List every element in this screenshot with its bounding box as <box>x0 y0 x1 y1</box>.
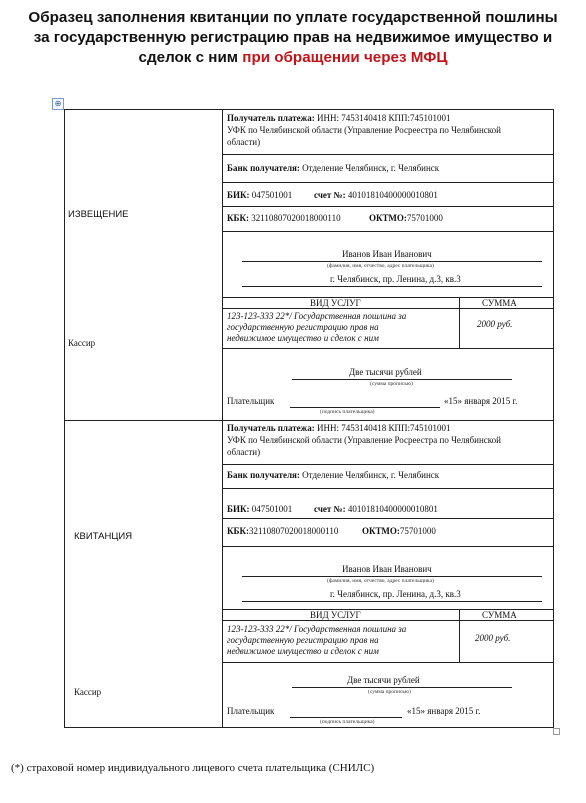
receipt-cashier-label: Кассир <box>74 687 102 697</box>
footnote: (*) страховой номер индивидуального лицевого счета плательщика (СНИЛС) <box>11 762 375 774</box>
payer-name: Иванов Иван Иванович <box>342 564 432 574</box>
account-prefix: счет №: <box>314 504 346 514</box>
title-line-3 <box>0 48 586 68</box>
receipt-section <box>65 420 553 727</box>
payer-name-caption: (фамилия, имя, отчество, адрес плательщика) <box>327 263 434 269</box>
oktmo-value: 75701000 <box>406 213 443 223</box>
sum-in-words: Две тысячи рублей <box>347 675 420 685</box>
title-line-3-plain: сделок с ним <box>138 49 243 66</box>
receipt-service-row <box>222 621 553 663</box>
sum-in-words: Две тысячи рублей <box>349 367 422 377</box>
receipt-kbk-row <box>222 519 553 547</box>
bank-prefix: Банк получателя: <box>227 163 300 173</box>
sum-value: 2000 руб. <box>477 319 513 329</box>
receipt-signature-block <box>222 663 553 727</box>
service-line-2: государственную регистрацию прав на <box>227 635 379 645</box>
notice-left-column <box>65 110 223 420</box>
kbk-value: 32110807020018000110 <box>249 526 339 536</box>
title-mfc-highlight: при обращении через МФЦ <box>242 49 448 66</box>
payer-label: Плательщик <box>227 396 275 406</box>
sum-in-words-caption: (сумма прописью) <box>370 381 413 387</box>
payment-date: «15» января 2015 г. <box>407 706 481 716</box>
notice-recipient-row <box>222 110 553 155</box>
payer-signature-line <box>290 717 402 718</box>
receipt-label: КВИТАНЦИЯ <box>74 531 133 542</box>
receipt-left-column <box>65 420 223 727</box>
notice-label: ИЗВЕЩЕНИЕ <box>68 209 129 220</box>
recipient-prefix: Получатель платежа: <box>227 113 315 123</box>
payer-label: Плательщик <box>227 706 275 716</box>
notice-right-column <box>222 110 553 420</box>
payer-name: Иванов Иван Иванович <box>342 249 432 259</box>
table-move-handle-icon[interactable]: ⊕ <box>52 98 64 110</box>
sum-value: 2000 руб. <box>475 633 511 643</box>
bank-prefix: Банк получателя: <box>227 470 300 480</box>
service-line-1: 123-123-333 22*/ Государственная пошлина за <box>227 624 407 634</box>
bik-value: 047501001 <box>249 504 293 514</box>
recipient-name-cont: области) <box>227 137 261 147</box>
sum-in-words-caption: (сумма прописью) <box>368 689 411 695</box>
recipient-inn: ИНН: 7453140418 КПП:745101001 <box>314 423 451 433</box>
notice-bik-row <box>222 183 553 207</box>
sum-header: СУММА <box>482 298 517 308</box>
notice-cashier-label: Кассир <box>68 338 96 348</box>
notice-bank-row <box>222 155 553 183</box>
service-line-3: недвижимое имущество и сделок с ним <box>227 333 379 343</box>
payer-signature-line <box>290 407 440 408</box>
bik-prefix: БИК: <box>227 190 250 200</box>
notice-section <box>65 110 553 421</box>
notice-service-header-row <box>222 297 553 309</box>
recipient-inn: ИНН: 7453140418 КПП:745101001 <box>314 113 451 123</box>
receipt-recipient-row <box>222 420 553 465</box>
service-line-2: государственную регистрацию прав на <box>227 322 379 332</box>
payer-address: г. Челябинск, пр. Ленина, д.3, кв.3 <box>330 274 461 284</box>
oktmo-prefix: ОКТМО: <box>362 526 400 536</box>
service-line-1: 123-123-333 22*/ Государственная пошлина за <box>227 311 407 321</box>
receipt-payer-block <box>222 547 553 609</box>
service-header: ВИД УСЛУГ <box>310 298 361 308</box>
receipt-bik-row <box>222 489 553 519</box>
receipt-right-column <box>222 420 553 727</box>
sum-header: СУММА <box>482 610 517 620</box>
bik-prefix: БИК: <box>227 504 250 514</box>
oktmo-value: 75701000 <box>399 526 436 536</box>
service-header: ВИД УСЛУГ <box>310 610 361 620</box>
notice-payer-block <box>222 232 553 297</box>
payment-date: «15» января 2015 г. <box>444 396 518 406</box>
recipient-name-cont: области) <box>227 447 261 457</box>
signature-caption: (подпись плательщика) <box>320 409 375 415</box>
payer-name-caption: (фамилия, имя, отчество, адрес плательщика) <box>327 578 434 584</box>
bik-value: 047501001 <box>249 190 293 200</box>
notice-service-row <box>222 309 553 349</box>
kbk-prefix: КБК: <box>227 213 249 223</box>
receipt-bank-row <box>222 465 553 489</box>
notice-signature-block <box>222 349 553 420</box>
oktmo-prefix: ОКТМО: <box>369 213 407 223</box>
signature-caption: (подпись плательщика) <box>320 719 375 725</box>
receipt-form <box>64 109 554 728</box>
receipt-service-header-row <box>222 609 553 621</box>
kbk-prefix: КБК: <box>227 526 249 536</box>
bank-name: Отделение Челябинск, г. Челябинск <box>299 470 440 480</box>
payer-address: г. Челябинск, пр. Ленина, д.3, кв.3 <box>330 589 461 599</box>
title-line-2: за государственную регистрацию прав на недвижимое имущество и <box>33 29 553 46</box>
kbk-value: 32110807020018000110 <box>249 213 341 223</box>
table-resize-handle[interactable] <box>553 728 560 735</box>
account-prefix: счет №: <box>314 190 346 200</box>
bank-name: Отделение Челябинск, г. Челябинск <box>299 163 440 173</box>
title-line-1: Образец заполнения квитанции по уплате государственной пошлины <box>28 9 558 26</box>
account-value: 40101810400000010801 <box>345 190 438 200</box>
recipient-name: УФК по Челябинской области (Управление Росреестра по Челябинской <box>227 125 501 135</box>
recipient-name: УФК по Челябинской области (Управление Росреестра по Челябинской <box>227 435 501 445</box>
account-value: 40101810400000010801 <box>345 504 438 514</box>
page-title <box>0 8 586 68</box>
service-line-3: недвижимое имущество и сделок с ним <box>227 646 379 656</box>
notice-kbk-row <box>222 207 553 232</box>
recipient-prefix: Получатель платежа: <box>227 423 315 433</box>
